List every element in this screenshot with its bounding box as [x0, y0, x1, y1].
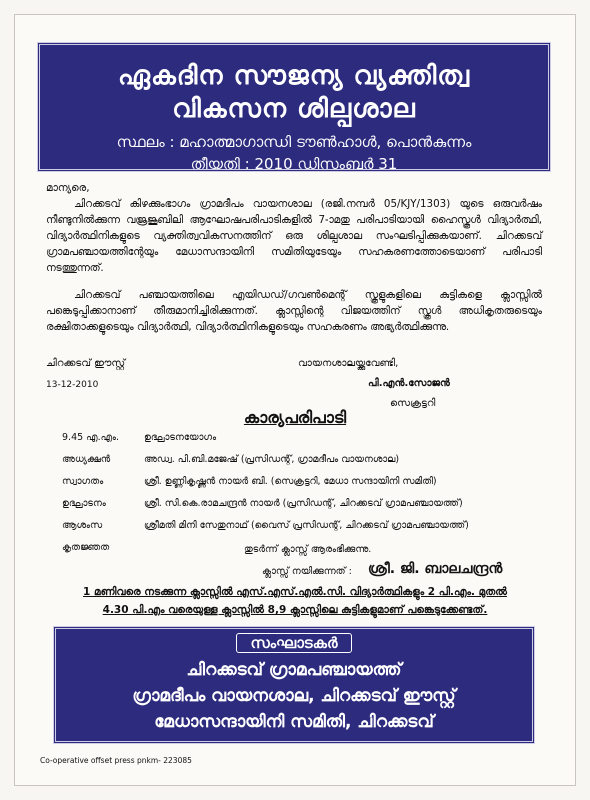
programme-row-label: കൃതജ്ഞത: [62, 542, 110, 553]
programme-row-value: ശ്രീ. ഉണ്ണികൃഷ്ണൻ നായർ ബി. (സെക്രട്ടറി, മേധാ സന്ദായിനി സമിതി): [144, 476, 437, 487]
organiser-line-1: ചിറക്കടവ് ഗ്രാമപഞ്ചായത്ത്: [186, 660, 402, 680]
letter-paragraph-1: ചിറക്കടവ് കിഴക്കുംഭാഗം ഗ്രാമദീപം വായനശാല (രജി.നമ്പർ 05/KJY/1303) യുടെ ഒരുവർഷം നീണ്ടുനിൽക്കുന്ന വജ്രജൂബിലി ആഘോഷപരിപാടികളിൽ 7-ാമതു പരിപാടിയായി ഹൈസ്കൂൾ വിദ്യാർത്ഥി, വിദ്യാർത്ഥിനികളുടെ വ്യക്തിത്വവികസനത്തിന് ഒരു ശില്പശാല സംഘടിപ്പിക്കുകയാണ്. ചിറക്കടവ് ഗ്രാമപഞ്ചായത്തിന്റേയും മേധാസന്ദായിനി സമിതിയുടേയും സഹകരണത്തോടെയാണ് പരിപാടി നടത്തുന്നത്.: [46, 198, 542, 274]
notice-line-1: 1 മണിവരെ നടക്കുന്ന ക്ലാസ്സിൽ എസ്.എസ്.എൽ.സി. വിദ്യാർത്ഥികളും 2 പി.എം. മുതൽ: [83, 586, 507, 598]
venue-line: സ്ഥലം : മഹാത്മാഗാന്ധി ടൗൺഹാൾ, പൊൻകുന്നം: [116, 133, 472, 151]
followed-by-text: തുടർന്ന് ക്ലാസ്സ് ആരംഭിക്കുന്നു.: [244, 544, 372, 555]
programme-row: [62, 454, 562, 476]
signatory-name: പി.എൻ.സോജൻ: [368, 378, 450, 389]
notice-line-2: 4.30 പി.എം വരെയുള്ള ക്ലാസ്സിൽ 8,9 ക്ലാസ്സിലെ കുട്ടികളുമാണ് പങ്കെടുക്കേണ്ടത്.: [102, 604, 488, 616]
letter-date: 13-12-2010: [46, 380, 99, 390]
letter-paragraph-2: ചിറക്കടവ് പഞ്ചായത്തിലെ എയിഡഡ്/ഗവൺമെന്റ് സ്കൂളുകളിലെ കുട്ടികളെ ക്ലാസ്സിൽ പങ്കെടുപ്പിക്കാനാണ് തീരുമാനിച്ചിരിക്കുന്നത്. ക്ലാസ്സിന്റെ വിജയത്തിന് സ്കൂൾ അധികൃതരുടെയും രക്ഷിതാക്കളുടെയും വിദ്യാർത്ഥി, വിദ്യാർത്ഥിനികളുടെയും സഹകരണം അഭ്യർത്ഥിക്കുന്നു.: [46, 289, 542, 333]
trainer-name: ശ്രീ. ജി. ബാലചന്ദ്രൻ: [368, 561, 503, 577]
programme-row-value: ശ്രീ. സി.കെ.രാമചന്ദ്രൻ നായർ (പ്രസിഡന്റ്, ചിറക്കടവ് ഗ്രാമപഞ്ചായത്ത്): [144, 498, 463, 509]
programme-row-value: അഡ്വ. പി.ബി.മജേഷ് (പ്രസിഡന്റ്, ഗ്രാമദീപം വായനശാല): [144, 454, 400, 465]
programme-row-label: 9.45 എ.എം.: [62, 432, 120, 443]
salutation: മാന്യരെ,: [46, 182, 90, 194]
programme-title: കാര്യപരിപാടി: [243, 408, 347, 427]
programme-row: [62, 498, 562, 520]
programme-row-label: അധ്യക്ഷൻ: [62, 454, 111, 465]
organiser-line-3: മേധാസന്ദായിനി സമിതി, ചിറക്കടവ്: [154, 712, 434, 732]
press-credit: Co-operative offset press pnkm- 223085: [40, 756, 192, 765]
title-line-1: ഏകദിന സൗജന്യ വ്യക്തിത്വ: [117, 61, 471, 91]
programme-row: [62, 432, 562, 454]
programme-row-label: സ്വാഗതം: [62, 476, 104, 487]
organisers-label: സംഘാടകർ: [236, 633, 353, 653]
letter-place: ചിറക്കടവ് ഈസ്റ്റ്: [46, 358, 126, 369]
programme-row-label: ആശംസ: [62, 520, 103, 531]
organisers-banner: [53, 626, 535, 744]
programme-row-value: ഉദ്ഘാടനയോഗം: [144, 432, 217, 443]
title-line-2: വികസന ശില്പശാല: [172, 94, 416, 124]
organiser-line-2: ഗ്രാമദീപം വായനശാല, ചിറക്കടവ് ഈസ്റ്റ്: [132, 686, 456, 706]
programme-row: [62, 520, 562, 542]
programme-row: [62, 476, 562, 498]
trainer-label: ക്ലാസ്സ് നയിക്കുന്നത് :: [262, 566, 352, 577]
header-banner: [37, 42, 551, 172]
programme-row-value: ശ്രീമതി മിനി സേതുനാഥ് (വൈസ് പ്രസിഡന്റ്, ചിറക്കടവ് ഗ്രാമപഞ്ചായത്ത്): [144, 520, 469, 531]
on-behalf-of: വായനശാലയ്ക്കുവേണ്ടി,: [298, 358, 399, 369]
programme-row-label: ഉദ്ഘാടനം: [62, 498, 106, 509]
date-line: തീയതി : 2010 ഡിസംബർ 31: [190, 155, 398, 173]
signatory-designation: സെക്രട്ടറി: [390, 398, 436, 409]
